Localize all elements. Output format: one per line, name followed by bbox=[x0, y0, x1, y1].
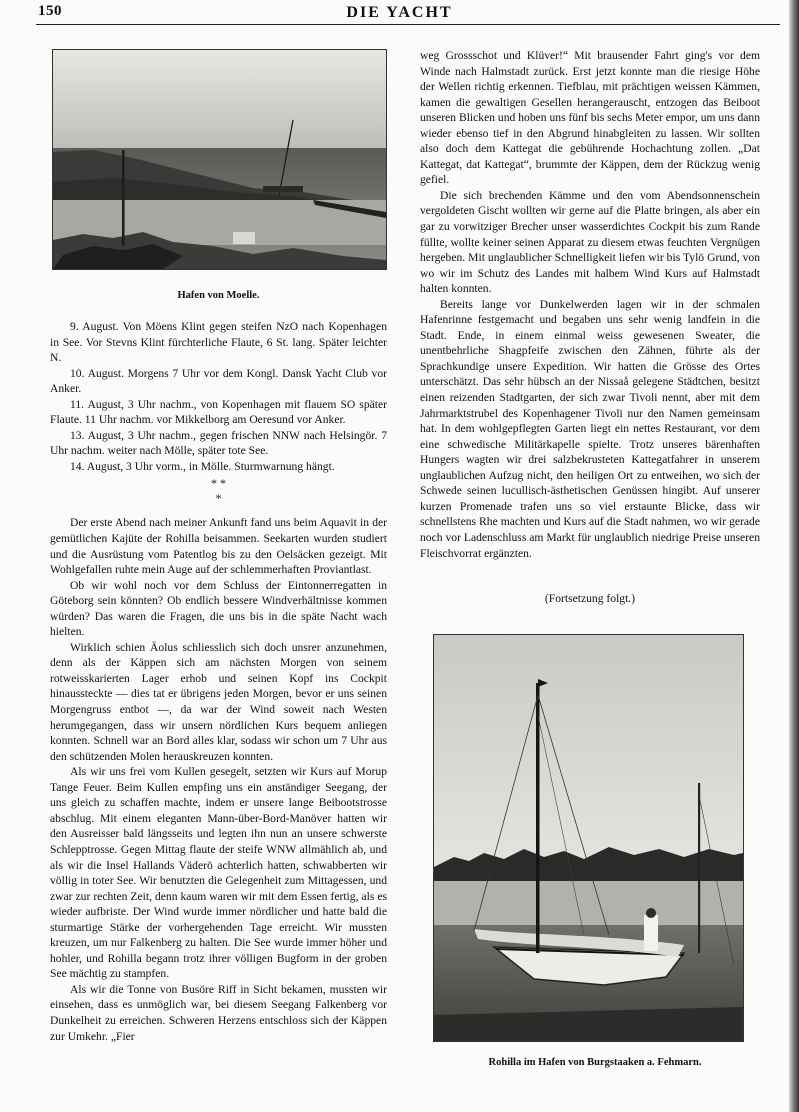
header-rule bbox=[36, 24, 780, 25]
figure-caption: Hafen von Moelle. bbox=[177, 290, 260, 301]
paragraph: Wirklich schien Äolus schliesslich sich doch unsrer anzunehmen, denn als der Käppen sich am nächsten Morgen von seinem rotweisskarierten Lager erhob und seinen Kopf ins Cockpit hinaussteckte — dies tat er übrigens jeden Morgen, bevor er uns seinen Morgengruss entbot —, da war der Wind soweit nach Westen herumgegangen, dass wir unsern nördlichen Kurs bequem anliegen konnten. Schnell war an Bord alles klar, sodass wir schon um 7 Uhr aus den schützenden Molen herauskreuzen konnten. bbox=[50, 640, 387, 763]
log-entry: 13. August, 3 Uhr nachm., gegen frischen NNW nach Helsingör. 7 Uhr nachm. weiter nach Mölle, später tote See. bbox=[50, 428, 387, 458]
left-column bbox=[50, 319, 387, 1044]
log-entry: 14. August, 3 Uhr vorm., in Mölle. Sturmwarnung hängt. bbox=[70, 459, 335, 473]
log-entry: 11. August, 3 Uhr nachm., von Kopenhagen mit flauem SO später Flaute. 11 Uhr nachm. vor Mikkelborg am Oeresund vor Anker. bbox=[50, 397, 387, 427]
separator-stars-bottom: * bbox=[215, 491, 222, 506]
separator-stars-top: * * bbox=[211, 476, 226, 491]
running-title: DIE YACHT bbox=[346, 4, 453, 21]
harbour-photo bbox=[52, 49, 387, 270]
continued-note: (Fortsetzung folgt.) bbox=[544, 592, 636, 605]
sailboat-photo bbox=[433, 634, 744, 1042]
paragraph: Als wir uns frei vom Kullen gesegelt, setzten wir Kurs auf Morup Tange Feuer. Beim Kullen empfing uns ein anständiger Seegang, der uns gleich zu schaffen machte, indem er unsere lange Beibootstrosse abschlug. Mit einem eleganten Mann-über-Bord-Manöver hatten wir den Ausreisser bald längsseits und legten ihn nun an unsere schwerste Schlepptrosse. Gegen Mittag flaute der steife WNW allmählich ab, und als wir die Insel Hallands Väderö achterlich hatten, schwabberten wir völlig in toter See. Wir benutzten die Gelegenheit zum Mittagessen, und zwar zur rechten Zeit, denn kaum waren wir mit dem Essen fertig, als es wieder aufbriste. Der Wind wurde immer nördlicher und hatte bald die sturmartige Stärke der vorhergehenden Tage erreicht. Wir mussten kreuzen, um nur Falkenberg zu halten. Die See wurde immer höher und hohler, und Rohilla begann trotz ihrer völligen Bugform in der groben See mächtig zu stampfen. bbox=[50, 765, 387, 981]
paragraph: Der erste Abend nach meiner Ankunft fand uns beim Aquavit in der gemütlichen Kajüte der Rohilla beisammen. Seekarten wurden studiert und die Ausrüstung vom Patentlog bis zu den Oelsäcken gezeigt. Mit Wohlgefallen ruhte mein Auge auf der schlemmerhaften Proviantlast. bbox=[50, 516, 387, 577]
log-entry: 9. August. Von Möens Klint gegen steifen NzO nach Kopenhagen in See. Vor Stevns Klint fürchterliche Flaute, 6 St. lang. Später leichter N. bbox=[50, 320, 387, 365]
paragraph: Ob wir wohl noch vor dem Schluss der Eintonnerregatten in Göteborg sein könnten? Ob endlich bessere Windverhältnisse kommen würden? Das waren die Fragen, die uns bis in die späte Nacht wach hielten. bbox=[50, 578, 387, 639]
paragraph: Als wir die Tonne von Busöre Riff in Sicht bekamen, mussten wir einsehen, dass es unmöglich war, bei diesem Seegang Falkenberg vor Dunkelheit zu erreichen. Schweren Herzens entschloss sich der Käppen zur Umkehr. „Fier bbox=[50, 982, 387, 1043]
paragraph: Bereits lange vor Dunkelwerden lagen wir in der schmalen Hafenrinne festgemacht und begaben uns sehr wenig landfein in die Stadt. Ende, in einem einmal weiss gewesenen Sweater, die unentbehrliche Shagpfeife zwischen den Zähnen, führte als der Sprachkundige unsere Expedition. Wir hatten die Grösse des Ortes unterschätzt. Das sehr hübsch an der Nissaå gelegene Städtchen, besitzt einen reizenden Stadtgarten, der sich zwar Tivoli nennt, aber mit dem Jahrmarktstrubel des Kopenhagener Tivoli nur den Namen gemeinsam hat. In dem wohlgepflegten Garten liegt ein nettes Restaurant, vor dem eine schwedische Militärkapelle spielte. Trotz unseres bärenhaften Hungers wagten wir drei salzbekrusteten Kattegatfahrer in unserem unglaublichen Aufzug nicht, den heiligen Ort zu entweihen, wo sich der Schwede seinen lucullisch-ästhetischen Genüssen hingibt. Auf unserer kurzen Promenade trafen uns so viel erstaunte Blicke, dass wir schnellstens Rhe machten und Kurs auf die Stadt nahmen, wo wir gerade noch vor Ladenschluss am Markt für unglaublich niedrige Preise unseren Fleischvorrat ergänzten. bbox=[420, 297, 760, 560]
log-entry: 10. August. Morgens 7 Uhr vor dem Kongl. Dansk Yacht Club vor Anker. bbox=[50, 366, 387, 396]
page-edge-shadow bbox=[789, 0, 799, 1112]
page-number: 150 bbox=[38, 3, 62, 19]
figure-caption: Rohilla im Hafen von Burgstaaken a. Fehmarn. bbox=[488, 1057, 702, 1068]
section-separator bbox=[50, 476, 387, 506]
paragraph: Die sich brechenden Kämme und den vom Abendsonnenschein vergoldeten Gischt wollten wir gerne auf die Platte bringen, als aber ein gar zu vorwitziger Brecher unser wasserdichtes Cockpit bis zum Rande füllte, wollte keiner seinen Apparat zu diesem etwas feuchten Vergnügen hergeben. Mit unglaublicher Schnelligkeit liefen wir bis Tylö Grund, von wo wir im Schutz des Landes mit halbem Wind Kurs auf Halmstadt halten konnten. bbox=[420, 188, 760, 296]
right-column bbox=[420, 48, 760, 561]
paragraph: weg Grossschot und Klüver!“ Mit brausender Fahrt ging's vor dem Winde nach Halmstadt zurück. Erst jetzt konnte man die riesige Höhe der Wellen richtig erkennen. Tiefblau, mit prächtigen weissen Kämmen, kamen die gewaltigen Gesellen herangerauscht, entzogen das Beiboot unseren Blicken und hoben uns fünf bis sechs Meter empor, um uns dann wieder ebenso tief in den Abgrund hinabgleiten zu lassen. Wir sollten also doch dem Kattegat die gebührende Hochachtung zollen. „Dat Kattegat, dat Kattegat“, brummte der Käppen, dem der Rückzug wenig gefiel. bbox=[420, 49, 760, 187]
